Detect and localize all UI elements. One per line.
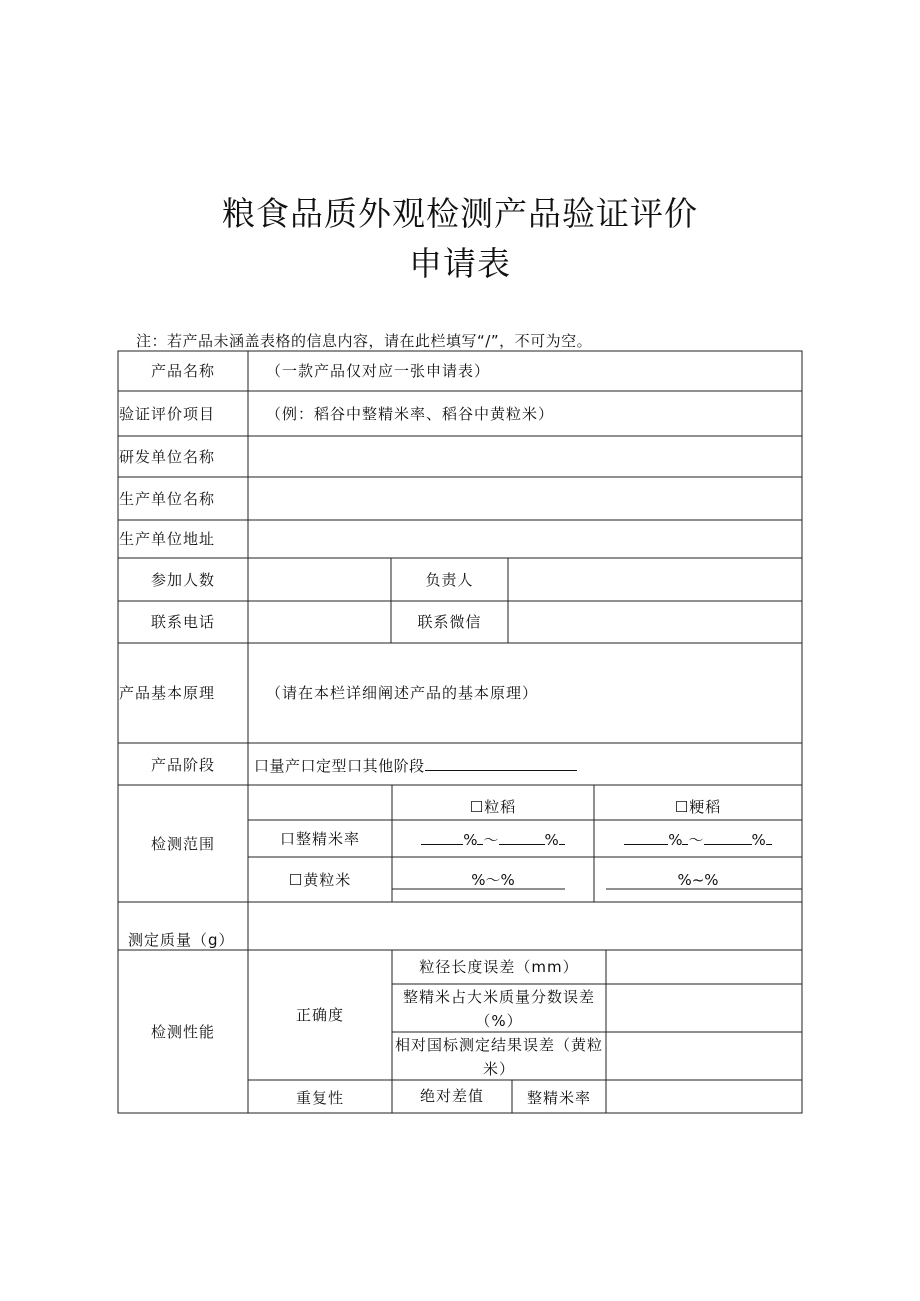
whole-japonica-max-input[interactable] <box>704 828 752 845</box>
stage-other-input[interactable] <box>425 754 577 771</box>
whole-japonica-range <box>594 828 802 851</box>
accuracy-label: 正确度 <box>295 1006 344 1024</box>
whole-rate-label: 整精米率 <box>296 830 361 848</box>
indica-label: 粒稻 <box>484 798 517 816</box>
japonica-label: 粳稻 <box>689 798 722 816</box>
stage-opt1-checkbox[interactable]: 口 <box>254 757 270 775</box>
stage-opt2-label: 定型 <box>316 757 348 775</box>
mass-field[interactable] <box>250 904 800 948</box>
japonica-checkbox[interactable]: ☐ <box>674 798 690 816</box>
rd-unit-label: 研发单位名称 <box>119 448 216 466</box>
underscore <box>766 828 772 845</box>
acc-whole-rate-field[interactable] <box>608 986 800 1030</box>
verify-item-label: 验证评价项目 <box>119 405 216 423</box>
stage-options <box>254 754 577 777</box>
leader-field[interactable] <box>510 560 800 599</box>
whole-indica-max-input[interactable] <box>499 828 545 845</box>
principle-field[interactable]: （请在本栏详细阐述产品的基本原理） <box>266 684 539 702</box>
repeatability-label: 重复性 <box>295 1089 344 1107</box>
scope-yellow-row <box>248 869 392 891</box>
yellow-japonica-range[interactable]: %~% <box>677 871 719 889</box>
participants-label: 参加人数 <box>150 571 215 589</box>
acc-yellow-field[interactable] <box>608 1034 800 1078</box>
repeat-whole-rate-field[interactable] <box>608 1082 800 1111</box>
acc-yellow-label: 相对国标测定结果误差（黄粒米） <box>395 1036 604 1078</box>
rd-unit-field[interactable] <box>250 438 800 475</box>
acc-grain-length-label: 粒径长度误差（mm） <box>419 958 579 976</box>
prod-unit-label: 生产单位名称 <box>119 490 216 508</box>
acc-whole-rate-label: 整精米占大米质量分数误差（%） <box>402 988 595 1030</box>
prod-addr-field[interactable] <box>250 522 800 556</box>
whole-indica-range <box>392 828 594 851</box>
scope-japonica-header <box>594 796 802 818</box>
form-note: 注：若产品未涵盖表格的信息内容，请在此栏填写“/”，不可为空。 <box>136 332 593 350</box>
indica-checkbox[interactable]: ☐ <box>469 798 485 816</box>
prod-unit-field[interactable] <box>250 479 800 518</box>
page-title: 粮食品质外观检测产品验证评价 <box>222 194 698 233</box>
scope-indica-header <box>392 796 594 818</box>
stage-opt1-label: 量产 <box>269 757 301 775</box>
principle-label: 产品基本原理 <box>119 684 216 702</box>
stage-opt3-label: 其他阶段 <box>362 757 425 775</box>
pct-sign: % <box>751 831 766 849</box>
scope-whole-row <box>248 828 392 850</box>
pct-sign: % <box>544 831 559 849</box>
tilde: ～ <box>483 831 499 849</box>
participants-field[interactable] <box>250 560 389 599</box>
page-subtitle: 申请表 <box>409 244 511 283</box>
whole-japonica-min-input[interactable] <box>624 828 668 845</box>
yellow-indica-range[interactable]: %～% <box>471 871 515 889</box>
stage-opt2-checkbox[interactable]: 口 <box>300 757 317 775</box>
stage-opt3-checkbox[interactable]: 口 <box>347 757 363 775</box>
wechat-label: 联系微信 <box>417 613 482 631</box>
wechat-field[interactable] <box>510 603 800 641</box>
yellow-label: 黄粒米 <box>303 871 352 889</box>
pct-sign: % <box>463 831 478 849</box>
phone-field[interactable] <box>250 603 389 641</box>
product-name-label: 产品名称 <box>150 362 215 380</box>
product-name-field[interactable]: （一款产品仅对应一张申请表） <box>266 362 491 380</box>
abs-diff-label: 绝对差值 <box>419 1087 484 1105</box>
yellow-checkbox[interactable]: ☐ <box>288 871 304 889</box>
mass-label: 测定质量（g） <box>128 931 235 949</box>
pct-sign: % <box>668 831 683 849</box>
acc-grain-length-field[interactable] <box>608 952 800 982</box>
stage-label: 产品阶段 <box>150 756 215 774</box>
tilde: ～ <box>688 831 704 849</box>
whole-rate-checkbox[interactable]: 口 <box>279 830 296 848</box>
verify-item-field[interactable]: （例：稻谷中整精米率、稻谷中黄粒米） <box>266 405 555 423</box>
whole-indica-min-input[interactable] <box>421 828 463 845</box>
leader-label: 负责人 <box>425 571 474 589</box>
scope-label: 检测范围 <box>150 835 215 853</box>
prod-addr-label: 生产单位地址 <box>119 530 216 548</box>
underscore <box>559 828 565 845</box>
repeat-whole-rate-label: 整精米率 <box>526 1089 591 1107</box>
performance-label: 检测性能 <box>150 1023 215 1041</box>
phone-label: 联系电话 <box>150 613 215 631</box>
